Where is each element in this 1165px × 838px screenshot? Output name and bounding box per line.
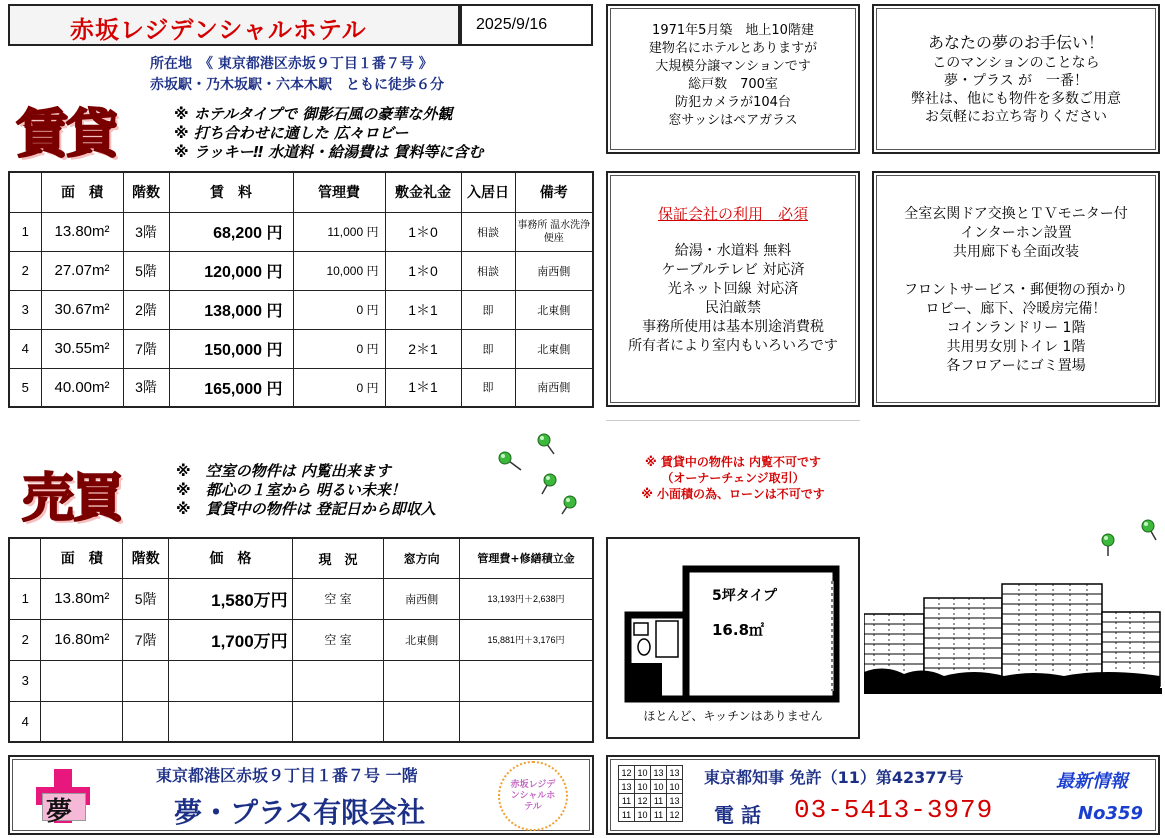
guarantee-line: 所有者により室内もいろいろです <box>628 338 838 354</box>
row-no: 2 <box>9 619 41 660</box>
table-row <box>9 251 593 290</box>
notice-line: ※ 小面積の為、ローンは不可です <box>641 487 825 501</box>
sale-bullet: ※ 賃貸中の物件は 登記日から即収入 <box>176 500 436 518</box>
fee: 0 円 <box>293 368 385 407</box>
deposit: 1＊0 <box>385 212 461 251</box>
move-in: 即 <box>461 329 515 368</box>
row-no: 4 <box>9 701 41 742</box>
pin-icon <box>556 494 590 520</box>
note: 南西側 <box>515 368 593 407</box>
rent-col-header <box>9 172 41 212</box>
date-box <box>460 4 593 46</box>
building-info-box <box>606 4 860 154</box>
area: 13.80m² <box>41 212 123 251</box>
grid-cell: 10 <box>651 780 667 794</box>
sale-table <box>8 537 594 743</box>
sale-price <box>169 701 293 742</box>
grid-cell: 13 <box>651 766 667 780</box>
guarantee-line: 給湯・水道料 無料 <box>674 243 792 259</box>
grid-cell: 10 <box>667 780 683 794</box>
fee: 11,000 円 <box>293 212 385 251</box>
floorplan-area: 16.8㎡ <box>712 621 765 639</box>
floor: 3階 <box>123 368 169 407</box>
sale-price <box>169 660 293 701</box>
grid-cell: 13 <box>667 794 683 808</box>
area: 30.55m² <box>41 329 123 368</box>
floor: 2階 <box>123 290 169 329</box>
rent-col-header: 面 積 <box>41 172 123 212</box>
rent-table <box>8 171 594 408</box>
sale-col-header: 面 積 <box>41 538 123 578</box>
grid-cell: 11 <box>651 794 667 808</box>
table-row <box>9 368 593 407</box>
guarantee-box <box>606 171 860 407</box>
row-no: 4 <box>9 329 41 368</box>
sale-col-header: 窓方向 <box>384 538 460 578</box>
page-title: 赤坂レジデンシャルホテル <box>70 16 367 44</box>
floor: 5階 <box>123 251 169 290</box>
guarantee-heading: 保証会社の利用 必須 <box>657 205 808 223</box>
area: 16.80m² <box>41 619 123 660</box>
grid-cell: 13 <box>667 766 683 780</box>
deposit: 1＊1 <box>385 290 461 329</box>
rent-bullet: ※ 打ち合わせに適した 広々ロビー <box>174 124 409 142</box>
table-row <box>9 619 593 660</box>
move-in: 相談 <box>461 251 515 290</box>
table-row <box>9 329 593 368</box>
row-no: 3 <box>9 290 41 329</box>
location-line2: 赤坂駅・乃木坂駅・六本木駅 ともに徒歩６分 <box>150 77 444 93</box>
issue-number: No359 <box>1078 803 1144 824</box>
move-in: 即 <box>461 368 515 407</box>
area: 13.80m² <box>41 578 123 619</box>
grid-cell: 10 <box>635 780 651 794</box>
sale-heading: 売買 <box>22 468 123 529</box>
info-line: 1971年5月築 地上10階建 <box>652 23 814 38</box>
floor: 7階 <box>123 329 169 368</box>
fees: 15,881円＋3,176円 <box>459 619 593 660</box>
status <box>292 701 384 742</box>
guarantee-line: 事務所使用は基本別途消費税 <box>642 319 824 335</box>
sale-col-header: 現 況 <box>292 538 384 578</box>
status: 空 室 <box>292 578 384 619</box>
grid-cell: 11 <box>619 794 635 808</box>
pin-icon <box>1098 530 1132 556</box>
rent-col-header: 入居日 <box>461 172 515 212</box>
facility-line: 共用廊下も全面改装 <box>953 244 1079 260</box>
rent-price: 120,000 円 <box>169 251 293 290</box>
facilities-box <box>872 171 1160 407</box>
swirl-text: 赤坂レジデンシャルホテル <box>510 779 556 812</box>
area: 30.67m² <box>41 290 123 329</box>
area: 27.07m² <box>41 251 123 290</box>
window-direction <box>384 660 460 701</box>
row-no: 5 <box>9 368 41 407</box>
info-line: 防犯カメラが104台 <box>675 95 791 110</box>
facility-line <box>874 262 1158 281</box>
fee: 10,000 円 <box>293 251 385 290</box>
table-row <box>9 660 593 701</box>
location-line1: 所在地 《 東京都港区赤坂９丁目１番７号 》 <box>150 56 433 72</box>
logo <box>36 769 90 827</box>
footer-company-box <box>8 755 594 835</box>
area <box>41 660 123 701</box>
facility-line: コインランドリー 1階 <box>946 320 1086 336</box>
sale-bullet: ※ 空室の物件は 内覧出来ます <box>176 462 391 480</box>
grid-cell: 12 <box>619 766 635 780</box>
promo-line: 夢・プラス が 一番！ <box>943 73 1089 89</box>
note: 南西側 <box>515 251 593 290</box>
row-no: 2 <box>9 251 41 290</box>
rent-col-header: 備考 <box>515 172 593 212</box>
latest-info: 最新情報 <box>1056 771 1128 792</box>
notice-line: （オーナーチェンジ取引） <box>661 471 805 485</box>
row-no: 3 <box>9 660 41 701</box>
license: 東京都知事 免許（11）第42377号 <box>704 768 964 787</box>
sale-col-header: 階数 <box>123 538 169 578</box>
guarantee-line: 民泊厳禁 <box>705 300 761 316</box>
divider <box>606 420 860 421</box>
floor: 5階 <box>123 578 169 619</box>
table-row <box>9 701 593 742</box>
facility-line: 共用男女別トイレ 1階 <box>946 339 1086 355</box>
grid-cell: 11 <box>619 808 635 822</box>
guarantee-line: ケーブルテレビ 対応済 <box>661 262 805 278</box>
sale-col-header: 管理費+修繕積立金 <box>459 538 593 578</box>
rent-bullets <box>174 105 483 162</box>
info-line: 建物名にホテルとありますが <box>648 41 818 56</box>
promo-line: 弊社は、他にも物件を多数ご用意 <box>911 91 1121 107</box>
window-direction <box>384 701 460 742</box>
promo-line: このマンションのことなら <box>932 55 1100 71</box>
rent-price: 150,000 円 <box>169 329 293 368</box>
swirl-logo <box>498 761 568 831</box>
info-line: 大規模分譲マンションです <box>655 59 811 74</box>
pin-icon <box>1138 516 1165 542</box>
table-row <box>9 578 593 619</box>
table-row <box>9 212 593 251</box>
logo-char: 夢 <box>46 797 73 827</box>
title-box <box>8 4 460 46</box>
footer-license-box <box>606 755 1160 835</box>
move-in: 相談 <box>461 212 515 251</box>
move-in: 即 <box>461 290 515 329</box>
grid-cell: 10 <box>635 766 651 780</box>
info-line: 窓サッシはペアガラス <box>668 113 798 128</box>
guarantee-line: 光ネット回線 対応済 <box>667 281 799 297</box>
phone-label: 電 話 <box>714 803 761 827</box>
floorplan-type: 5坪タイプ <box>712 588 778 604</box>
deposit: 1＊0 <box>385 251 461 290</box>
pin-icon <box>532 432 566 458</box>
floor: 3階 <box>123 212 169 251</box>
rent-col-header: 敷金礼金 <box>385 172 461 212</box>
fees <box>459 660 593 701</box>
pin-icon <box>497 450 531 476</box>
fee: 0 円 <box>293 290 385 329</box>
grid-cell: 13 <box>619 780 635 794</box>
floorplan-caption: ほとんど、キッチンはありません <box>643 709 823 723</box>
note: 事務所 温水洗浄便座 <box>515 212 593 251</box>
company-name: 夢・プラス有限会社 <box>174 796 426 829</box>
facility-line: 全室玄関ドア交換とＴＶモニター付 <box>904 206 1128 222</box>
facility-line: フロントサービス・郵便物の預かり <box>904 282 1128 298</box>
grid-cell: 12 <box>667 808 683 822</box>
note: 北東側 <box>515 290 593 329</box>
promo-line: お気軽にお立ち寄りください <box>925 109 1107 125</box>
promo-line: あなたの夢のお手伝い！ <box>927 33 1104 52</box>
window-direction: 南西側 <box>384 578 460 619</box>
deposit: 1＊1 <box>385 368 461 407</box>
status <box>292 660 384 701</box>
fees: 13,193円＋2,638円 <box>459 578 593 619</box>
floor <box>123 660 169 701</box>
building-illustration <box>864 572 1162 696</box>
status: 空 室 <box>292 619 384 660</box>
sale-col-header <box>9 538 41 578</box>
phone-number: 03-5413-3979 <box>794 795 994 825</box>
notice <box>606 454 860 502</box>
row-no: 1 <box>9 578 41 619</box>
floor <box>123 701 169 742</box>
notice-line: ※ 賃貸中の物件は 内覧不可です <box>644 455 822 469</box>
sale-bullets <box>176 462 436 519</box>
fees <box>459 701 593 742</box>
logo-grid <box>618 765 683 822</box>
date: 2025/9/16 <box>476 16 548 33</box>
area: 40.00m² <box>41 368 123 407</box>
grid-cell: 11 <box>651 808 667 822</box>
info-line: 総戸数 700室 <box>688 77 778 92</box>
rent-col-header: 管理費 <box>293 172 385 212</box>
table-row <box>9 290 593 329</box>
promo-box <box>872 4 1160 154</box>
floor: 7階 <box>123 619 169 660</box>
facility-line: ロビー、廊下、冷暖房完備！ <box>925 301 1107 317</box>
rent-price: 165,000 円 <box>169 368 293 407</box>
area <box>41 701 123 742</box>
rent-col-header: 階数 <box>123 172 169 212</box>
rent-bullet: ※ ホテルタイプで 御影石風の豪華な外観 <box>174 105 453 123</box>
grid-cell: 12 <box>635 794 651 808</box>
grid-cell: 10 <box>635 808 651 822</box>
fee: 0 円 <box>293 329 385 368</box>
facility-line: インターホン設置 <box>960 225 1072 241</box>
floorplan-box <box>606 537 860 739</box>
facility-line: 各フロアーにゴミ置場 <box>946 358 1086 374</box>
rent-bullet: ※ ラッキー‼ 水道料・給湯費は 賃料等に含む <box>174 143 484 161</box>
rent-price: 138,000 円 <box>169 290 293 329</box>
row-no: 1 <box>9 212 41 251</box>
rent-heading: 賃貸 <box>16 104 117 165</box>
rent-col-header: 賃 料 <box>169 172 293 212</box>
deposit: 2＊1 <box>385 329 461 368</box>
rent-price: 68,200 円 <box>169 212 293 251</box>
window-direction: 北東側 <box>384 619 460 660</box>
sale-col-header: 価 格 <box>169 538 293 578</box>
footer-address: 東京都港区赤坂９丁目１番７号 一階 <box>156 766 418 785</box>
sale-price: 1,580万円 <box>169 578 293 619</box>
sale-price: 1,700万円 <box>169 619 293 660</box>
sale-bullet: ※ 都心の１室から 明るい未来！ <box>176 481 406 499</box>
note: 北東側 <box>515 329 593 368</box>
